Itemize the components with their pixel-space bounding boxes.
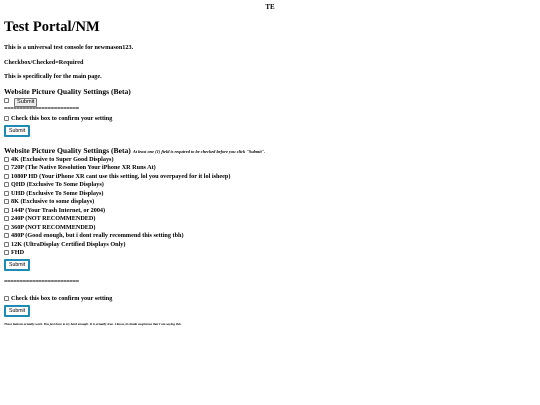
section2-heading	[4, 146, 265, 155]
quality-option[interactable]	[4, 164, 156, 171]
quality-option-checkbox[interactable]	[4, 199, 9, 204]
section3-confirm-label: Check this box to confirm your setting	[11, 295, 113, 302]
quality-option[interactable]	[4, 207, 105, 214]
intro-line-2: Checkbox/Checked=Required	[4, 59, 84, 66]
intro-line-1: This is a universal test console for newmason123.	[4, 44, 134, 51]
section1-confirm-label: Check this box to confirm your setting	[11, 115, 113, 122]
quality-option-checkbox[interactable]	[4, 250, 9, 255]
quality-option-checkbox[interactable]	[4, 242, 9, 247]
quality-option[interactable]	[4, 232, 184, 239]
quality-option-label: FHD	[11, 249, 25, 256]
section3-confirm-row[interactable]	[4, 295, 112, 302]
footer-note: These buttons actually work. You just have to try hard enough. It is actually true. I know, its kinda suspicious that I am saying this.	[4, 322, 182, 326]
section2-required-note: At least one (1) field is required to be checked before you click "Submit".	[132, 149, 266, 154]
quality-option[interactable]	[4, 190, 103, 197]
quality-option-checkbox[interactable]	[4, 191, 9, 196]
section3-separator: ========================	[4, 279, 79, 285]
quality-option-label: 240P (NOT RECOMMENDED)	[11, 215, 96, 222]
quality-option[interactable]	[4, 215, 95, 222]
section1-confirm-row[interactable]	[4, 115, 112, 122]
quality-option-checkbox[interactable]	[4, 225, 9, 230]
quality-option[interactable]	[4, 224, 95, 231]
page-title: Test Portal/NM	[4, 19, 100, 35]
quality-option-label: 144P (Your Trash Internet, or 2004)	[11, 206, 106, 214]
quality-option-label: QHD (Exclusive To Some Displays)	[11, 181, 104, 188]
section2-submit-button[interactable]: Submit	[4, 259, 30, 271]
quality-option-label: 12K (UltraDisplay Certified Displays Only)	[11, 240, 126, 248]
quality-option-checkbox[interactable]	[4, 216, 9, 221]
quality-option[interactable]	[4, 156, 114, 163]
section1-heading: Website Picture Quality Settings (Beta)	[4, 87, 131, 96]
quality-option-checkbox[interactable]	[4, 208, 9, 213]
section3-confirm-checkbox[interactable]	[4, 296, 9, 301]
quality-option[interactable]	[4, 241, 125, 248]
section1-submit-button[interactable]: Submit	[4, 125, 30, 137]
quality-option-checkbox[interactable]	[4, 174, 9, 179]
section1-confirm-checkbox[interactable]	[4, 116, 9, 121]
intro-line-3: This is specifically for the main page.	[4, 73, 102, 80]
quality-option-label: 720P (The Native Resolution Your iPhone XR Runs At)	[11, 164, 156, 171]
section3-submit-button[interactable]: Submit	[4, 305, 30, 317]
quality-option-checkbox[interactable]	[4, 157, 9, 162]
quality-option-label: 8K (Exclusive to some displays)	[11, 198, 95, 205]
quality-option-checkbox[interactable]	[4, 182, 9, 187]
quality-option[interactable]	[4, 181, 104, 188]
tab-label: TE	[265, 3, 275, 11]
section1-checkbox[interactable]	[4, 98, 9, 103]
section2-heading-text: Website Picture Quality Settings (Beta)	[4, 146, 131, 155]
quality-option[interactable]	[4, 173, 230, 180]
quality-option-label: 4K (Exclusive to Super Good Displays)	[11, 155, 114, 163]
quality-option-label: 360P (NOT RECOMMENDED)	[11, 223, 96, 231]
section1-separator: ========================	[4, 106, 79, 112]
quality-option-checkbox[interactable]	[4, 233, 9, 238]
quality-option-label: 1080P HD (Your iPhone XR cant use this setting, lol you overpayed for it lol isheep)	[11, 172, 231, 180]
quality-option[interactable]	[4, 249, 24, 256]
quality-option-label: 480P (Good enough, but i dont really recommend this setting tbh)	[11, 232, 184, 239]
quality-option-label: UHD (Exclusive To Some Displays)	[11, 189, 104, 197]
section1-small-submit-button[interactable]: Submit	[14, 98, 37, 107]
quality-option[interactable]	[4, 198, 94, 205]
quality-option-checkbox[interactable]	[4, 165, 9, 170]
